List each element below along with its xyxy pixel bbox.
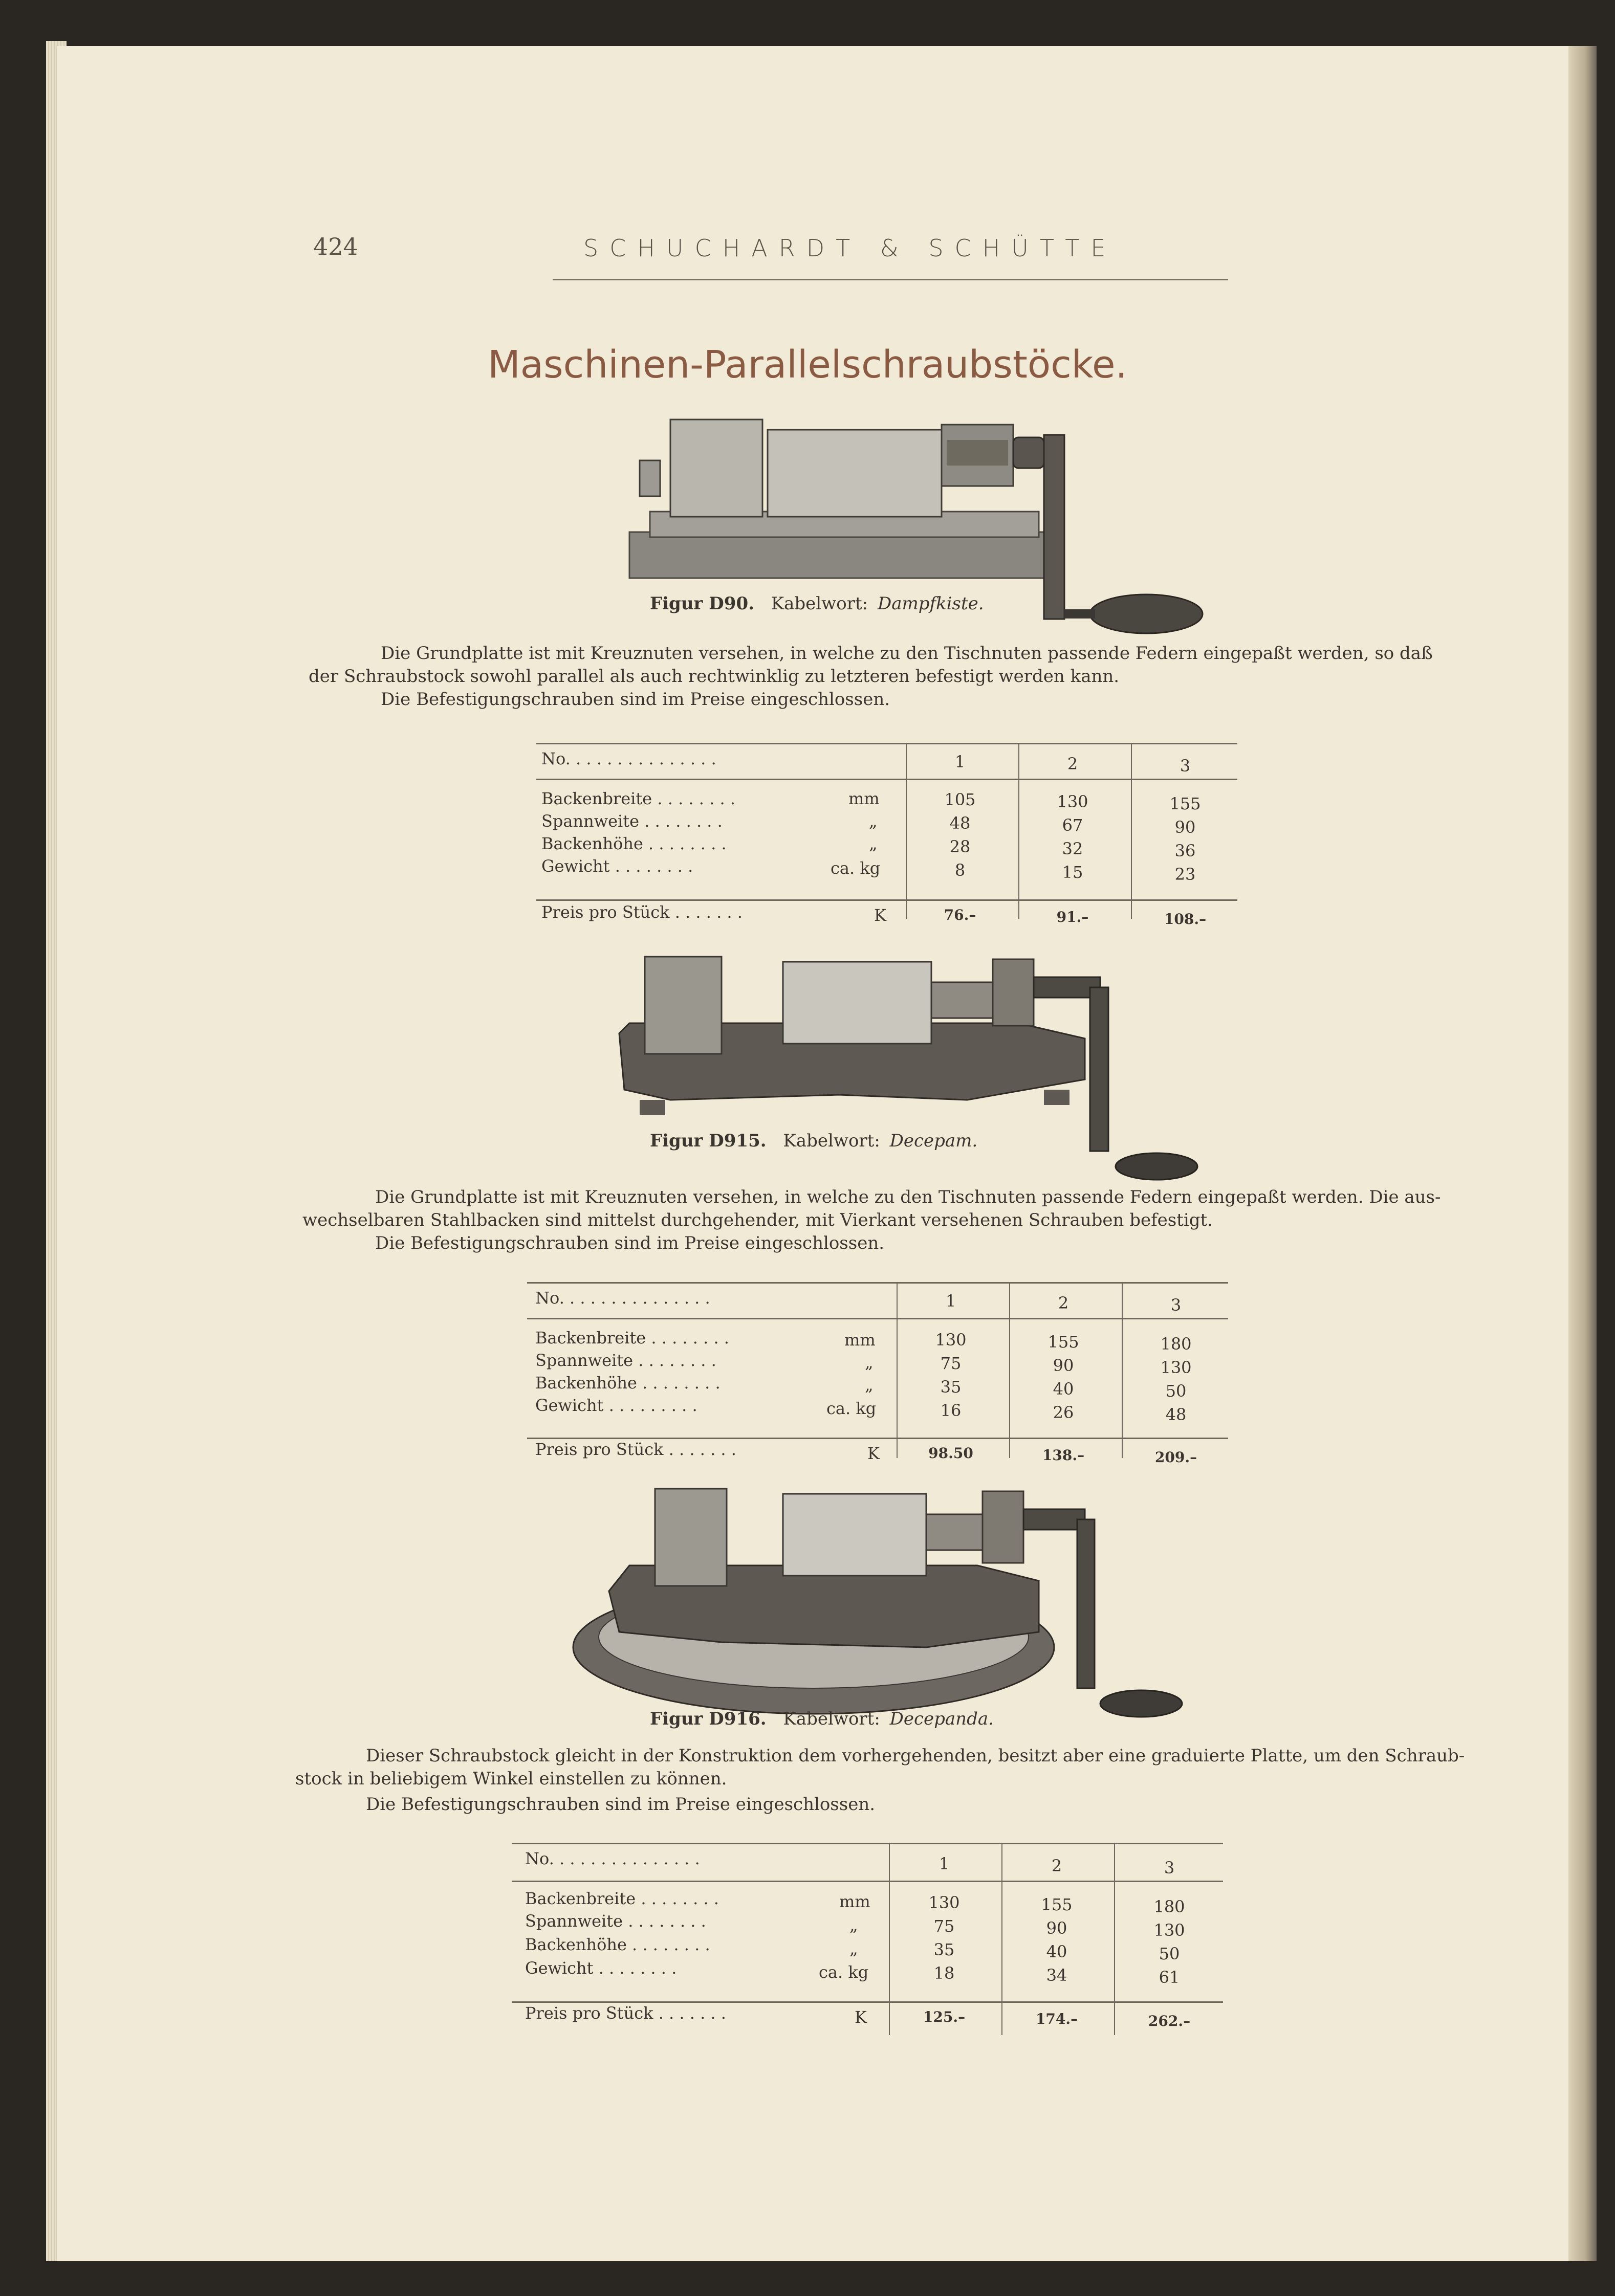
- table-cell: 18: [933, 1963, 955, 1983]
- column-header: 3: [1170, 1295, 1182, 1315]
- price-label: Preis pro Stück . . . . . . .: [525, 2003, 726, 2023]
- column-header: 1: [945, 1291, 956, 1311]
- row-label: Backenhöhe . . . . . . . .: [525, 1935, 710, 1954]
- cable-word: Decepam.: [889, 1131, 978, 1151]
- table-header-label: No. . . . . . . . . . . . . . .: [535, 1288, 710, 1308]
- vise-illustration-d916: [568, 1478, 1197, 1734]
- table-cell: 155: [1041, 1895, 1073, 1914]
- price-cell: 98.50: [928, 1445, 973, 1462]
- column-header: 3: [1180, 756, 1191, 776]
- description-d916-line3: Die Befestigungschrauben sind im Preise eingeschlossen.: [366, 1794, 876, 1815]
- table-cell: 35: [940, 1377, 962, 1397]
- column-header: 2: [1051, 1856, 1062, 1875]
- table-cell: 32: [1062, 839, 1083, 858]
- spec-table-d915: [527, 1276, 1228, 1481]
- table-cell: 180: [1153, 1897, 1185, 1916]
- spec-table-d90: [536, 737, 1237, 941]
- row-label: Gewicht . . . . . . . . .: [535, 1396, 697, 1415]
- cable-prefix: Kabelwort:: [783, 1131, 880, 1151]
- row-label: Gewicht . . . . . . . .: [541, 856, 693, 876]
- table-cell: 40: [1046, 1942, 1067, 1961]
- cable-word: Dampfkiste.: [877, 593, 984, 614]
- price-label: Preis pro Stück . . . . . . .: [541, 902, 743, 922]
- table-cell: 50: [1159, 1944, 1180, 1963]
- column-header: 2: [1058, 1293, 1069, 1313]
- table-cell: 35: [933, 1940, 955, 1959]
- cable-prefix: Kabelwort:: [783, 1709, 880, 1729]
- row-unit: ca. kg: [831, 858, 881, 878]
- description-d90-line3: Die Befestigungschrauben sind im Preise eingeschlossen.: [381, 689, 890, 710]
- row-label: Backenhöhe . . . . . . . .: [535, 1373, 721, 1393]
- figure-caption-d915: [650, 1131, 977, 1151]
- row-unit: „: [849, 1915, 858, 1935]
- price-cell: 76.–: [944, 907, 976, 923]
- row-label: Backenbreite . . . . . . . .: [535, 1328, 729, 1348]
- table-cell: 28: [949, 837, 971, 856]
- table-cell: 155: [1169, 794, 1201, 813]
- description-d90-line2: der Schraubstock sowohl parallel als auch rechtwinklig zu letzteren befestigt werden kann.: [309, 666, 1120, 687]
- column-header: 2: [1067, 754, 1078, 774]
- figure-label: Figur D916.: [650, 1709, 767, 1729]
- table-cell: 180: [1160, 1334, 1192, 1354]
- description-d916-line1: Dieser Schraubstock gleicht in der Konstruktion dem vorhergehenden, besitzt aber eine graduierte Platte, um den Schraub-: [366, 1746, 1465, 1766]
- table-cell: 16: [940, 1401, 962, 1420]
- row-unit: „: [865, 1375, 874, 1395]
- row-label: Spannweite . . . . . . . .: [535, 1351, 716, 1370]
- row-unit: „: [869, 834, 878, 853]
- figure-caption-d916: [650, 1709, 994, 1729]
- column-header: 1: [939, 1854, 950, 1873]
- table-cell: 26: [1053, 1403, 1074, 1422]
- row-unit: „: [849, 1939, 858, 1958]
- price-cell: 262.–: [1148, 2013, 1191, 2029]
- price-cell: 209.–: [1154, 1449, 1197, 1466]
- description-d916-line2: stock in beliebigem Winkel einstellen zu können.: [295, 1769, 727, 1789]
- price-cell: 138.–: [1042, 1447, 1085, 1464]
- price-unit: K: [874, 906, 886, 925]
- cable-prefix: Kabelwort:: [771, 593, 868, 614]
- row-unit: „: [869, 811, 878, 831]
- table-cell: 155: [1047, 1332, 1079, 1352]
- table-cell: 23: [1174, 865, 1196, 884]
- table-cell: 40: [1053, 1379, 1074, 1399]
- row-unit: ca. kg: [826, 1399, 877, 1418]
- table-cell: 75: [940, 1354, 962, 1373]
- description-d90-line1: Die Grundplatte ist mit Kreuznuten versehen, in welche zu den Tischnuten passende Federn eingepaßt werden, so daß: [381, 643, 1433, 664]
- row-label: Spannweite . . . . . . . .: [541, 811, 723, 831]
- table-header-label: No. . . . . . . . . . . . . . .: [541, 749, 716, 768]
- page-number: 424: [313, 233, 358, 260]
- price-cell: 91.–: [1056, 909, 1089, 925]
- description-d915-line2: wechselbaren Stahlbacken sind mittelst durchgehender, mit Vierkant versehenen Schrauben befestigt.: [302, 1210, 1213, 1230]
- price-cell: 174.–: [1035, 2011, 1078, 2027]
- table-cell: 130: [1160, 1358, 1192, 1377]
- table-cell: 90: [1174, 818, 1196, 837]
- price-cell: 125.–: [923, 2008, 966, 2025]
- column-header: 3: [1164, 1858, 1175, 1878]
- table-cell: 90: [1053, 1356, 1074, 1375]
- row-unit: mm: [844, 1330, 876, 1350]
- price-unit: K: [855, 2007, 867, 2027]
- table-cell: 130: [1057, 792, 1088, 811]
- description-d915-line3: Die Befestigungschrauben sind im Preise eingeschlossen.: [375, 1233, 885, 1253]
- row-label: Gewicht . . . . . . . .: [525, 1958, 677, 1978]
- table-cell: 15: [1062, 863, 1083, 882]
- table-cell: 48: [949, 813, 971, 833]
- table-cell: 67: [1062, 815, 1083, 835]
- price-unit: K: [867, 1444, 880, 1463]
- table-cell: 48: [1165, 1405, 1187, 1424]
- spec-table-d916: [512, 1837, 1228, 2051]
- row-unit: mm: [839, 1892, 870, 1911]
- figure-caption-d90: [650, 593, 984, 614]
- table-cell: 8: [954, 860, 966, 880]
- table-header-label: No. . . . . . . . . . . . . . .: [525, 1849, 700, 1868]
- row-unit: „: [865, 1353, 874, 1372]
- table-cell: 130: [935, 1330, 967, 1350]
- table-cell: 61: [1159, 1968, 1180, 1987]
- row-unit: ca. kg: [819, 1962, 869, 1982]
- figure-label: Figur D90.: [650, 593, 754, 614]
- row-label: Spannweite . . . . . . . .: [525, 1911, 706, 1931]
- table-cell: 105: [944, 790, 976, 809]
- running-head: SCHUCHARDT & SCHÜTTE: [583, 234, 1117, 262]
- row-label: Backenbreite . . . . . . . .: [541, 789, 735, 808]
- table-cell: 130: [928, 1893, 960, 1912]
- column-header: 1: [954, 752, 966, 771]
- table-cell: 36: [1174, 841, 1196, 860]
- figure-label: Figur D915.: [650, 1131, 767, 1151]
- page-title: Maschinen-Parallelschraubstöcke.: [487, 343, 1128, 387]
- price-label: Preis pro Stück . . . . . . .: [535, 1440, 736, 1459]
- row-label: Backenbreite . . . . . . . .: [525, 1889, 719, 1908]
- row-unit: mm: [848, 789, 880, 808]
- price-cell: 108.–: [1164, 911, 1207, 928]
- table-cell: 34: [1046, 1966, 1067, 1985]
- description-d915-line1: Die Grundplatte ist mit Kreuznuten versehen, in welche zu den Tischnuten passende Federn eingepaßt werden. Die aus-: [375, 1187, 1441, 1207]
- table-cell: 75: [933, 1916, 955, 1936]
- cable-word: Decepanda.: [889, 1709, 994, 1729]
- table-cell: 130: [1153, 1920, 1185, 1940]
- table-cell: 90: [1046, 1918, 1067, 1938]
- running-head-rule: [553, 279, 1228, 280]
- row-label: Backenhöhe . . . . . . . .: [541, 834, 727, 853]
- table-cell: 50: [1165, 1381, 1187, 1401]
